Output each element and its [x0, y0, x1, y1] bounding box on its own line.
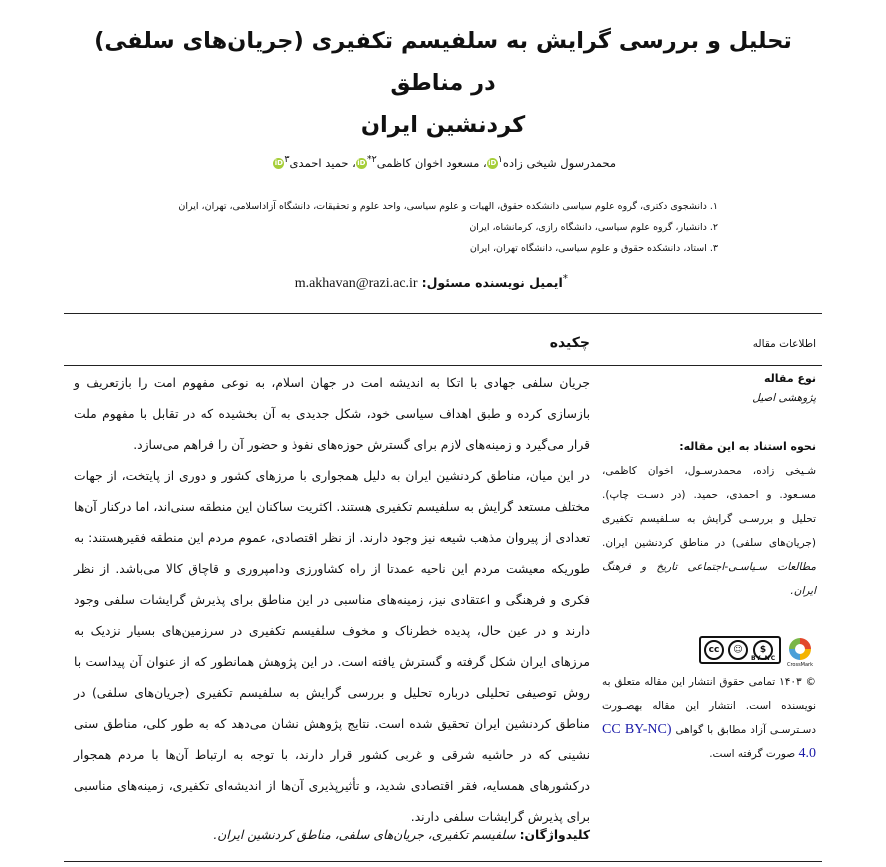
author-name: مسعود اخوان کاظمی	[376, 155, 480, 170]
affiliation-item: ۲. دانشیار، گروه علوم سیاسی، دانشگاه رازی، کرمانشاه، ایران	[469, 222, 718, 233]
email-address[interactable]: m.akhavan@razi.ac.ir	[294, 276, 418, 292]
author-affil-number: ۲*	[366, 154, 377, 165]
affiliation-item: ۱. دانشجوی دکتری، گروه علوم سیاسی دانشکده حقوق، الهیات و علوم سیاسی، واحد علوم و تحقیقات، دانشگاه آزاداسلامی، تهران، ایران	[178, 201, 718, 212]
article-type-label: نوع مقاله	[763, 372, 816, 385]
top-divider	[64, 313, 822, 314]
author-separator: ،	[348, 155, 356, 170]
license-tail: صورت گرفته است.	[709, 748, 799, 760]
paper-title-line-2: کردنشین ایران	[360, 112, 526, 138]
citation-body: شـیخی زاده، محمدرسـول، اخوان کاظمی، مسـعود. و احمدی، حمید. (در دسـت چاپ). تحلیل و بررسـی گرایش به سـلفیسم تکفیری (جریان‌های سلفی) در مناطق کردنشین ایران.	[602, 465, 816, 549]
bottom-divider	[64, 861, 822, 862]
header-divider	[64, 365, 822, 366]
crossmark-label: CrossMark	[786, 662, 814, 668]
author-affil-number: ۱	[497, 154, 503, 165]
keywords-label: کلیدواژگان:	[519, 828, 590, 842]
cc-icon: cc	[704, 640, 724, 660]
citation-text	[602, 459, 816, 603]
license-statement: © ۱۴۰۳ تمامی حقوق انتشار این مقاله متعلق به نویسنده است. انتشار این مقاله بهصـورت دسـترسـی آزاد مطابق با گواهی	[602, 676, 817, 736]
author-name: حمید احمدی	[289, 155, 349, 170]
author-list	[273, 154, 616, 170]
author-separator: ،	[479, 155, 487, 170]
cc-strip-text: BY NC	[751, 655, 777, 662]
abstract-body	[74, 368, 590, 833]
email-asterisk: *	[562, 273, 568, 285]
citation-block	[602, 440, 816, 603]
cc-by-nc-badge[interactable]	[699, 636, 781, 664]
crossmark-badge[interactable]	[787, 636, 813, 668]
keywords	[213, 828, 590, 842]
author-name: محمدرسول شیخی زاده	[502, 155, 616, 170]
email-label: ایمیل نویسنده مسئول:	[421, 275, 563, 291]
abstract-paragraph: جریان سلفی جهادی با اتکا به اندیشه امت در جهان اسلام، به نوعی مفهوم امت را بازتعریف و بازسازی کرده و طبق اهداف سیاسی خود، شکل جدیدی به آن بخشیده که در تقابل با مفهوم ملت قرار می‌گیرد و زمینه‌های لازم برای گسترش حوزه‌های نفوذ و حضور آن را فراهم می‌سازد.	[74, 376, 590, 452]
paper-title-line-1: تحلیل و بررسی گرایش به سلفیسم تکفیری (جریان‌های سلفی) در مناطق	[94, 28, 792, 96]
article-type-value: پژوهشی اصیل	[752, 392, 816, 404]
corresponding-email	[295, 273, 568, 292]
citation-journal: مطالعات سـیاسـی-اجتماعی تاریخ و فرهنگ ایران.	[602, 561, 816, 597]
author-affil-number: ۳	[284, 154, 290, 165]
paper-title	[90, 20, 796, 146]
abstract-paragraph: در این میان، مناطق کردنشین ایران به دلیل همجواری با مرزهای کشور و دوری از پایتخت، از جهات مختلف مستعد گرایش به سلفیسم تکفیری هستند. اکثریت ساکنان این منطقه سنی‌اند، اما درکنار آن‌ها تعدادی از پیروان مذهب شیعه نیز وجود دارند. از نظر اقتصادی، عموم مردم این منطقه فقیرهستند: به طوریکه معیشت مردم این ناحیه عمدتا از راه کشاورزی ودامپروری و قاچاق کالا می‌باشد. از نظر فکری و فرهنگی و اعتقادی نیز، زمینه‌های مناسبی در این مناطق برای پذیرش گرایشات سلفی وجود دارند و در عین حال، پدیده خطرناک و مخوف سلفیسم تکفیری در سرزمین‌های بسیار نزدیک به مرزهای ایران شکل گرفته و گسترش یافته است. در این پژوهش همانطور که از عنوان آن پیداست با روش توصیفی تحلیلی درباره تحلیل و بررسی گرایش به سلفیسم تکفیری (جریان‌های سلفی) در مناطق کردنشین ایران تحقیق شده است. نتایج پژوهش نشان می‌دهد که به طور کلی، مناطق سنی نشینی که در حاشیه شرقی و غربی کشور قرار دارند، با توجه به ارتباط آن‌ها با مردم همجوار درکشورهای همسایه، فقر اقتصادی شدید، و تأثیرپذیری آن‌ها از اندیشه‌ای تکفیری، زمینه‌های مناسبی برای پذیرش گرایشات سلفی دارند.	[74, 469, 590, 824]
orcid-icon[interactable]: iD	[488, 158, 497, 167]
license-text	[602, 670, 816, 766]
orcid-icon[interactable]: iD	[274, 158, 283, 167]
citation-label: نحوه استناد به این مقاله:	[679, 440, 816, 453]
affiliation-item: ۳. استاد، دانشکده حقوق و علوم سیاسی، دانشگاه تهران، ایران	[469, 243, 718, 254]
article-info-heading: اطلاعات مقاله	[752, 338, 816, 350]
keywords-value: سلفیسم تکفیری، جریان‌های سلفی، مناطق کردنشین ایران.	[213, 828, 520, 842]
orcid-icon[interactable]: iD	[357, 158, 366, 167]
affiliation-list	[178, 196, 718, 259]
nc-icon: $	[753, 640, 773, 660]
by-icon: ☺	[728, 640, 748, 660]
license-badges	[699, 636, 815, 668]
license-link[interactable]: (CC BY-NC 4.0	[602, 722, 816, 761]
article-type	[602, 372, 816, 404]
abstract-heading: چکیده	[549, 335, 590, 351]
